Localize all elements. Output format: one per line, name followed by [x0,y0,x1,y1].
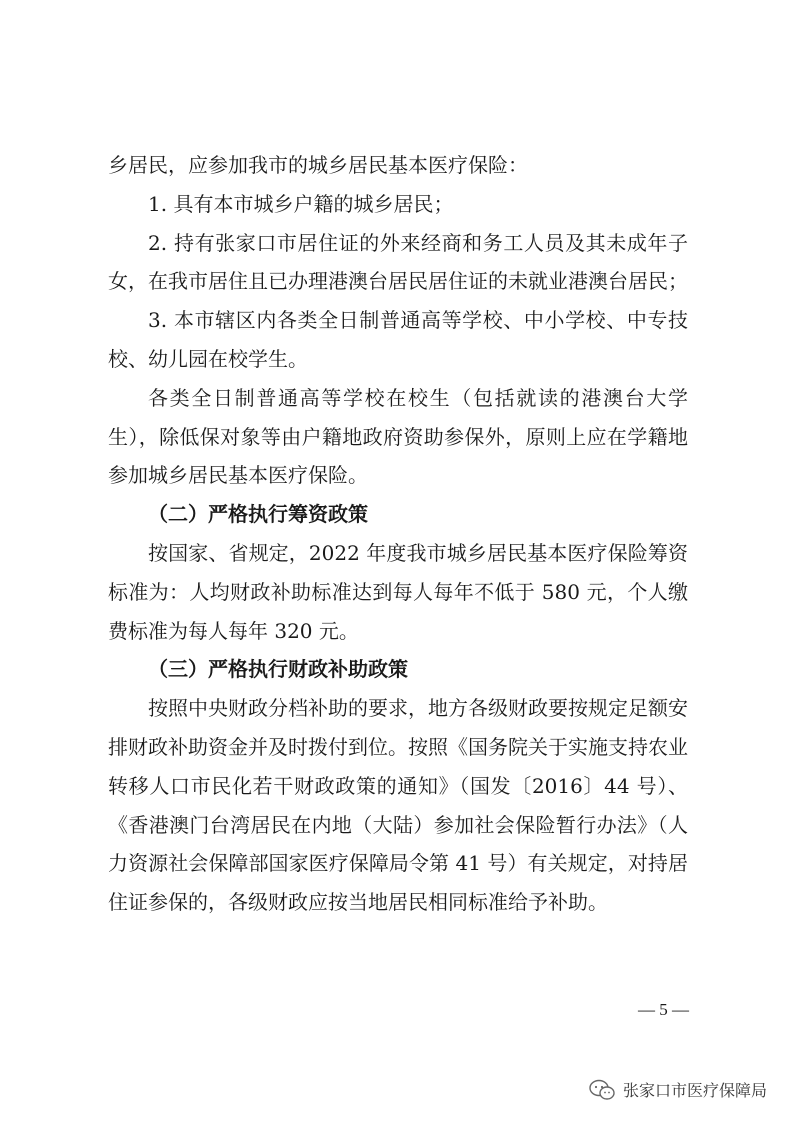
paragraph: 按照中央财政分档补助的要求，地方各级财政要按规定足额安排财政补助资金并及时拨付到位。按照《国务院关于实施支持农业转移人口市民化若干财政政策的通知》（国发〔2016〕44 号）、《香港澳门台湾居民在内地（大陆）参加社会保险暂行办法》（人力资源社会保障部国家医疗保障局令第 41 号）有关规定，对持居住证参保的，各级财政应按当地居民相同标准给予补助。 [108,696,688,915]
section-heading: （二）严格执行筹资政策 [148,502,368,527]
paragraph: 1. 具有本市城乡户籍的城乡居民； [148,191,454,216]
paragraph: 按国家、省规定，2022 年度我市城乡居民基本医疗保险筹资标准为：人均财政补助标准达到每人每年不低于 580 元，个人缴费标准为每人每年 320 元。 [108,540,688,643]
wechat-footer [589,1078,767,1101]
page-number: — 5 — [638,1000,689,1019]
paragraph: 乡居民，应参加我市的城乡居民基本医疗保险： [108,153,528,177]
paragraph: 2. 持有张家口市居住证的外来经商和务工人员及其未成年子女，在我市居住且已办理港澳台居民居住证的未就业港澳台居民； [108,230,688,294]
section-heading: （三）严格执行财政补助政策 [148,657,408,682]
paragraph: 各类全日制普通高等学校在校生（包括就读的港澳台大学生），除低保对象等由户籍地政府资助参保外，原则上应在学籍地参加城乡居民基本医疗保险。 [108,385,688,488]
paragraph: 3. 本市辖区内各类全日制普通高等学校、中小学校、中专技校、幼儿园在校学生。 [108,308,688,371]
wechat-icon [589,1079,615,1101]
document-body [108,146,688,922]
account-name: 张家口市医疗保障局 [622,1081,767,1100]
